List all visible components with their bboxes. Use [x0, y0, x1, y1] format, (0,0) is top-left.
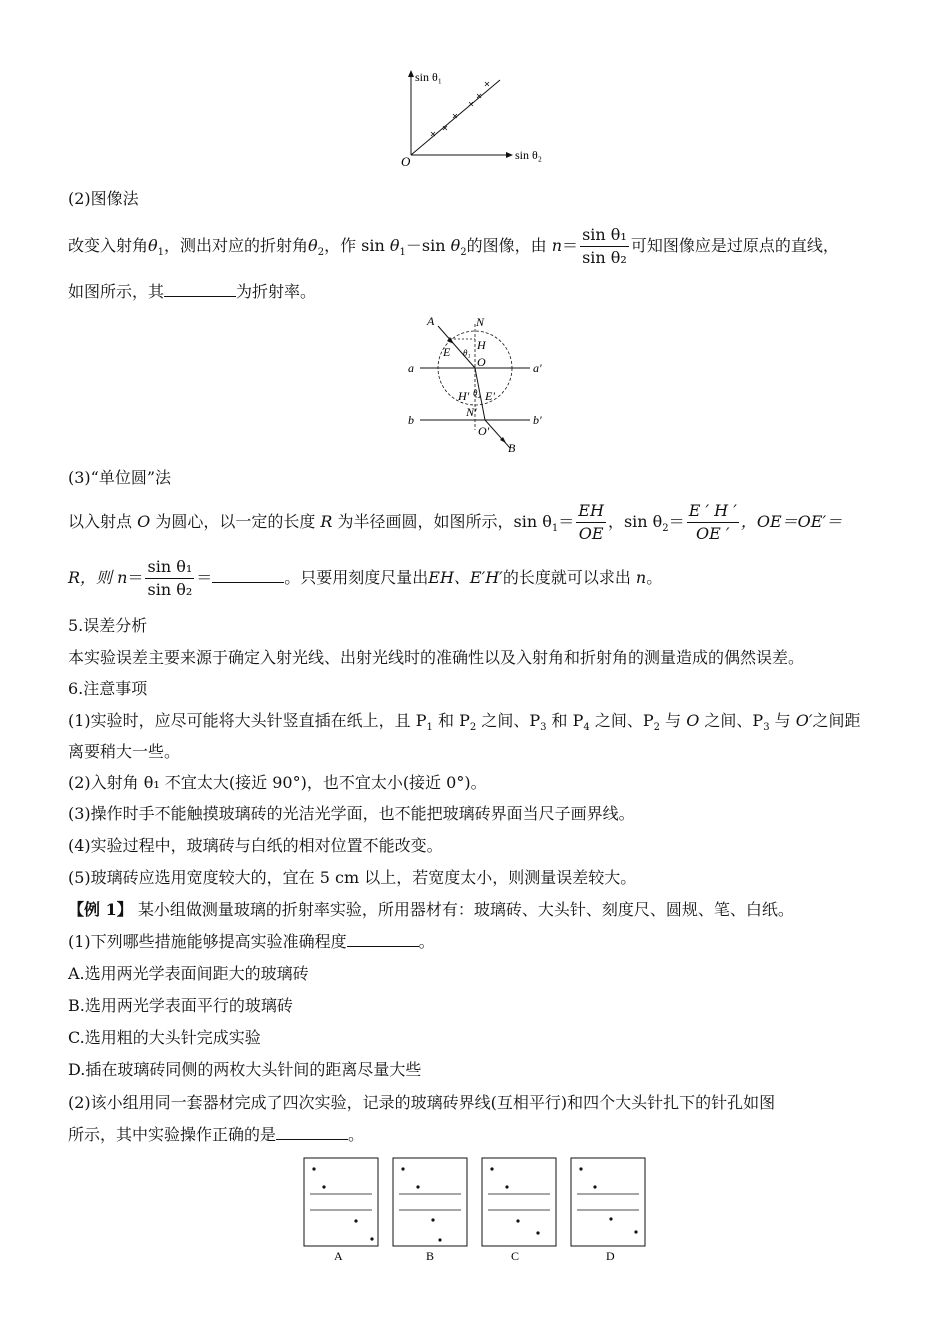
sec6-item1: (1)实验时，应尽可能将大头针竖直插在纸上，且 $P_1$ 和 $P_2$ 之间、$P_3$ 和 $P_4$ 之间、$P_2$ 与 O 之间、$P_3$ 与 O′之间距: [68, 711, 861, 734]
sec2-paragraph-2: 如图所示，其 为折射率。: [68, 282, 317, 301]
sec3-title: (3)“单位圆”法: [68, 468, 172, 487]
answer-blank[interactable]: [164, 282, 236, 297]
label-N: N: [476, 315, 485, 329]
label-b-prime: b': [533, 413, 542, 427]
label-b: b: [408, 413, 414, 427]
panel-label-a: A: [334, 1249, 343, 1263]
sec5-title: 5.误差分析: [68, 616, 148, 635]
panel-a: [304, 1158, 378, 1263]
answer-blank-q1[interactable]: [347, 932, 419, 947]
sec6-item5: (5)玻璃砖应选用宽度较大的，宜在 5 cm 以上，若宽度太小，则测量误差较大。: [68, 868, 637, 887]
label-a: a: [408, 361, 414, 375]
label-E: E: [443, 345, 451, 359]
pin-panels: [300, 1152, 650, 1267]
example-q1: (1)下列哪些措施能够提高实验准确程度 。: [68, 932, 435, 951]
sec6-item2: (2)入射角 θ₁ 不宜太大(接近 90°)，也不宜太小(接近 0°)。: [68, 773, 487, 792]
answer-blank-2[interactable]: [212, 568, 284, 583]
graph-origin: O: [401, 154, 411, 169]
panel-label-c: C: [511, 1249, 520, 1263]
graph-x-label: sin θ₂: [515, 148, 542, 162]
sec3-paragraph-2: R，则 n＝ $\frac{\text{sin θ₁}}{\text{sin θ₂}}$ ＝ 。只要用刻度尺量出EH、E′H′的长度就可以求出 n。: [68, 557, 663, 599]
panel-d: [571, 1158, 645, 1263]
label-a-prime: a': [533, 361, 542, 375]
sin-graph: [395, 68, 565, 170]
example-intro: 【例 1】 某小组做测量玻璃的折射率实验，所用器材有：玻璃砖、大头针、刻度尺、圆规、笔、白纸。: [68, 900, 794, 919]
label-H: H: [477, 338, 486, 352]
label-O-prime: O': [478, 424, 490, 438]
panel-b: [393, 1158, 467, 1263]
label-N-prime: N': [466, 405, 477, 419]
option-c: C.选用粗的大头针完成实验: [68, 1028, 261, 1047]
example-q2-cont: 所示，其中实验操作正确的是 。: [68, 1125, 365, 1144]
label-O: O: [477, 355, 486, 369]
sec6-item1-cont: 离要稍大一些。: [68, 742, 181, 761]
graph-y-label: sin θ₁: [415, 70, 442, 84]
sec3-paragraph: 以入射点 O 为圆心，以一定的长度 R 为半径画圆，如图所示，$\sin \theta_1=$ $\frac{EH}{OE}$ ，$\sin \theta_2=$ $\frac{E ' H '}{OE '}$ ，OE＝OE′＝: [68, 501, 843, 543]
sec5-body: 本实验误差主要来源于确定入射光线、出射光线时的准确性以及入射角和折射角的测量造成的偶然误差。: [68, 648, 805, 667]
label-B: B: [508, 441, 516, 455]
sec6-item4: (4)实验过程中，玻璃砖与白纸的相对位置不能改变。: [68, 836, 443, 855]
panel-c: [482, 1158, 556, 1263]
sec2-paragraph: 改变入射角$\theta_1$，测出对应的折射角$\theta_2$，作 $\sin \theta_1-\sin$ $\theta_2$的图像，由 n＝ $\frac{\text{sin θ₁}}{\text{sin θ₂}}$ 可知图像应是过原点的直线，: [68, 225, 839, 267]
sec6-item3: (3)操作时手不能触摸玻璃砖的光洁光学面，也不能把玻璃砖界面当尺子画界线。: [68, 804, 635, 823]
panel-label-b: B: [426, 1249, 435, 1263]
panel-label-d: D: [606, 1249, 615, 1263]
label-H-prime: H': [458, 389, 470, 403]
label-E-prime: E': [485, 389, 495, 403]
answer-blank-q2[interactable]: [276, 1125, 348, 1140]
sec2-title: (2)图像法: [68, 189, 139, 208]
option-b: B.选用两光学表面平行的玻璃砖: [68, 996, 293, 1015]
sec6-title: 6.注意事项: [68, 679, 148, 698]
example-tag: 【例 1】: [68, 900, 133, 919]
option-d: D.插在玻璃砖同侧的两枚大头针间的距离尽量大些: [68, 1060, 422, 1079]
unit-circle-diagram: [400, 312, 560, 457]
example-q2: (2)该小组用同一套器材完成了四次实验，记录的玻璃砖界线(互相平行)和四个大头针扎下的针孔如图: [68, 1093, 776, 1112]
label-theta2: θ₂: [473, 388, 481, 398]
label-A: A: [427, 314, 435, 328]
option-a: A.选用两光学表面间距大的玻璃砖: [68, 964, 309, 983]
label-theta1: θ₁: [463, 348, 471, 358]
n-fraction: $\frac{\text{sin θ₁}}{\text{sin θ₂}}$: [582, 225, 627, 267]
